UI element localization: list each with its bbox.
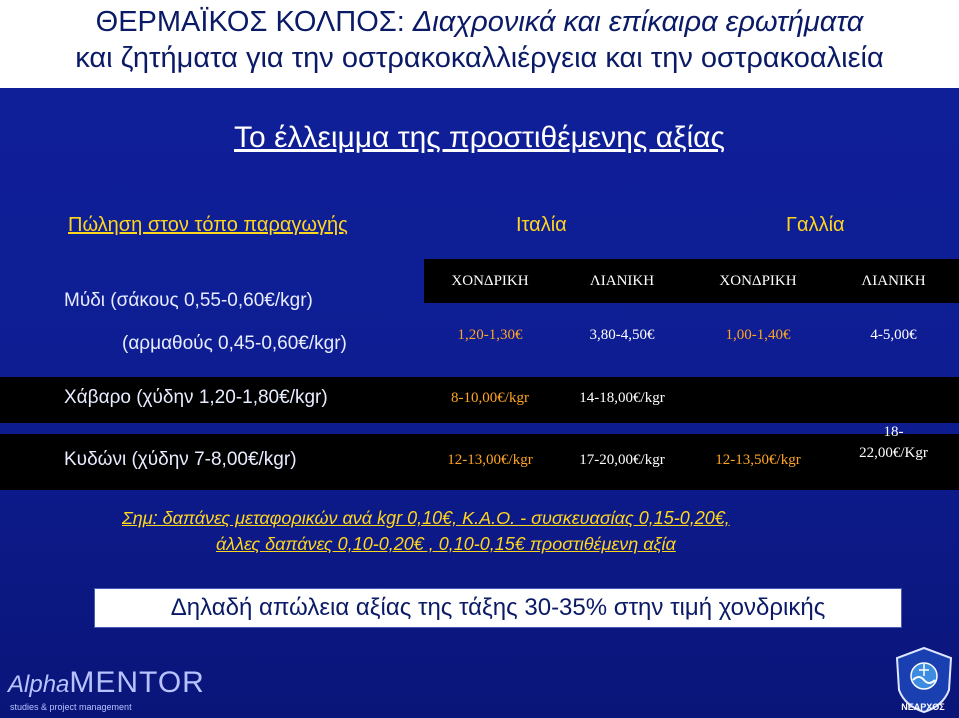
logo-subtitle: studies & project management (10, 702, 132, 712)
summary-box: Δηλαδή απώλεια αξίας της τάξης 30-35% στην τιμή χονδρικής (94, 588, 902, 628)
column-header-retail-france: ΛΙΑΝΙΚΗ (861, 273, 926, 289)
cost-note-line-2: άλλες δαπάνες 0,10-0,20€ , 0,10-0,15€ προστιθέμενη αξία (216, 534, 676, 554)
clam-wholesale-italy: 8-10,00€/kgr (451, 390, 529, 406)
product-mussel-line-1: Μύδι (σάκους 0,55-0,60€/kgr) (64, 290, 313, 311)
mussel-values-row (424, 312, 959, 358)
production-label: Πώληση στον τόπο παραγωγής (68, 214, 348, 236)
mussel-retail-france: 4-5,00€ (870, 327, 917, 343)
product-mussel-line-2: (αρμαθούς 0,45-0,60€/kgr) (122, 333, 347, 354)
country-france: Γαλλία (786, 214, 845, 236)
header (0, 0, 959, 88)
column-header-row (424, 259, 959, 303)
column-header-wholesale-italy: ΧΟΝΔΡΙΚΗ (451, 273, 529, 289)
quince-retail-france-line-1: 18- (883, 424, 904, 440)
header-line-2: και ζητήματα για την οστρακοκαλλιέργεια και την οστρακοαλιεία (75, 42, 884, 74)
mussel-retail-italy: 3,80-4,50€ (589, 327, 655, 343)
quince-retail-france-line-2: 22,00€/Kgr (859, 445, 928, 461)
clam-retail-italy: 14-18,00€/kgr (579, 390, 665, 406)
product-quince: Κυδώνι (χύδην 7-8,00€/kgr) (64, 449, 297, 470)
slide-body (0, 88, 959, 718)
product-clam: Χάβαρο (χύδην 1,20-1,80€/kgr) (64, 387, 328, 408)
logo-alpha-text: Alpha (8, 671, 70, 698)
slide-title: Το έλλειμμα της προστιθέμενης αξίας (234, 121, 725, 154)
quince-retail-italy: 17-20,00€/kgr (579, 452, 665, 468)
mussel-wholesale-italy: 1,20-1,30€ (457, 327, 523, 343)
quince-wholesale-italy: 12-13,00€/kgr (447, 452, 533, 468)
header-subtitle: Διαχρονικά και επίκαιρα ερωτήματα (412, 6, 864, 38)
cost-note-line-1: Σημ: δαπάνες μεταφορικών ανά kgr 0,10€, Κ.Α.Ο. - συσκευασίας 0,15-0,20€, (122, 508, 730, 528)
alpha-mentor-logo (8, 666, 205, 712)
column-header-retail-italy: ΛΙΑΝΙΚΗ (589, 273, 655, 289)
header-line-1 (0, 0, 959, 40)
country-italy: Ιταλία (516, 214, 567, 236)
column-header-wholesale-france: ΧΟΝΔΡΙΚΗ (719, 273, 797, 289)
mussel-wholesale-france: 1,00-1,40€ (725, 327, 791, 343)
nearchos-logo-text: ΝΕΑΡΧΟΣ (901, 702, 945, 712)
quince-wholesale-france: 12-13,50€/kgr (715, 452, 801, 468)
header-topic: ΘΕΡΜΑΪΚΟΣ ΚΟΛΠΟΣ: (95, 6, 413, 38)
logo-mentor-text: MENTOR (69, 666, 205, 699)
